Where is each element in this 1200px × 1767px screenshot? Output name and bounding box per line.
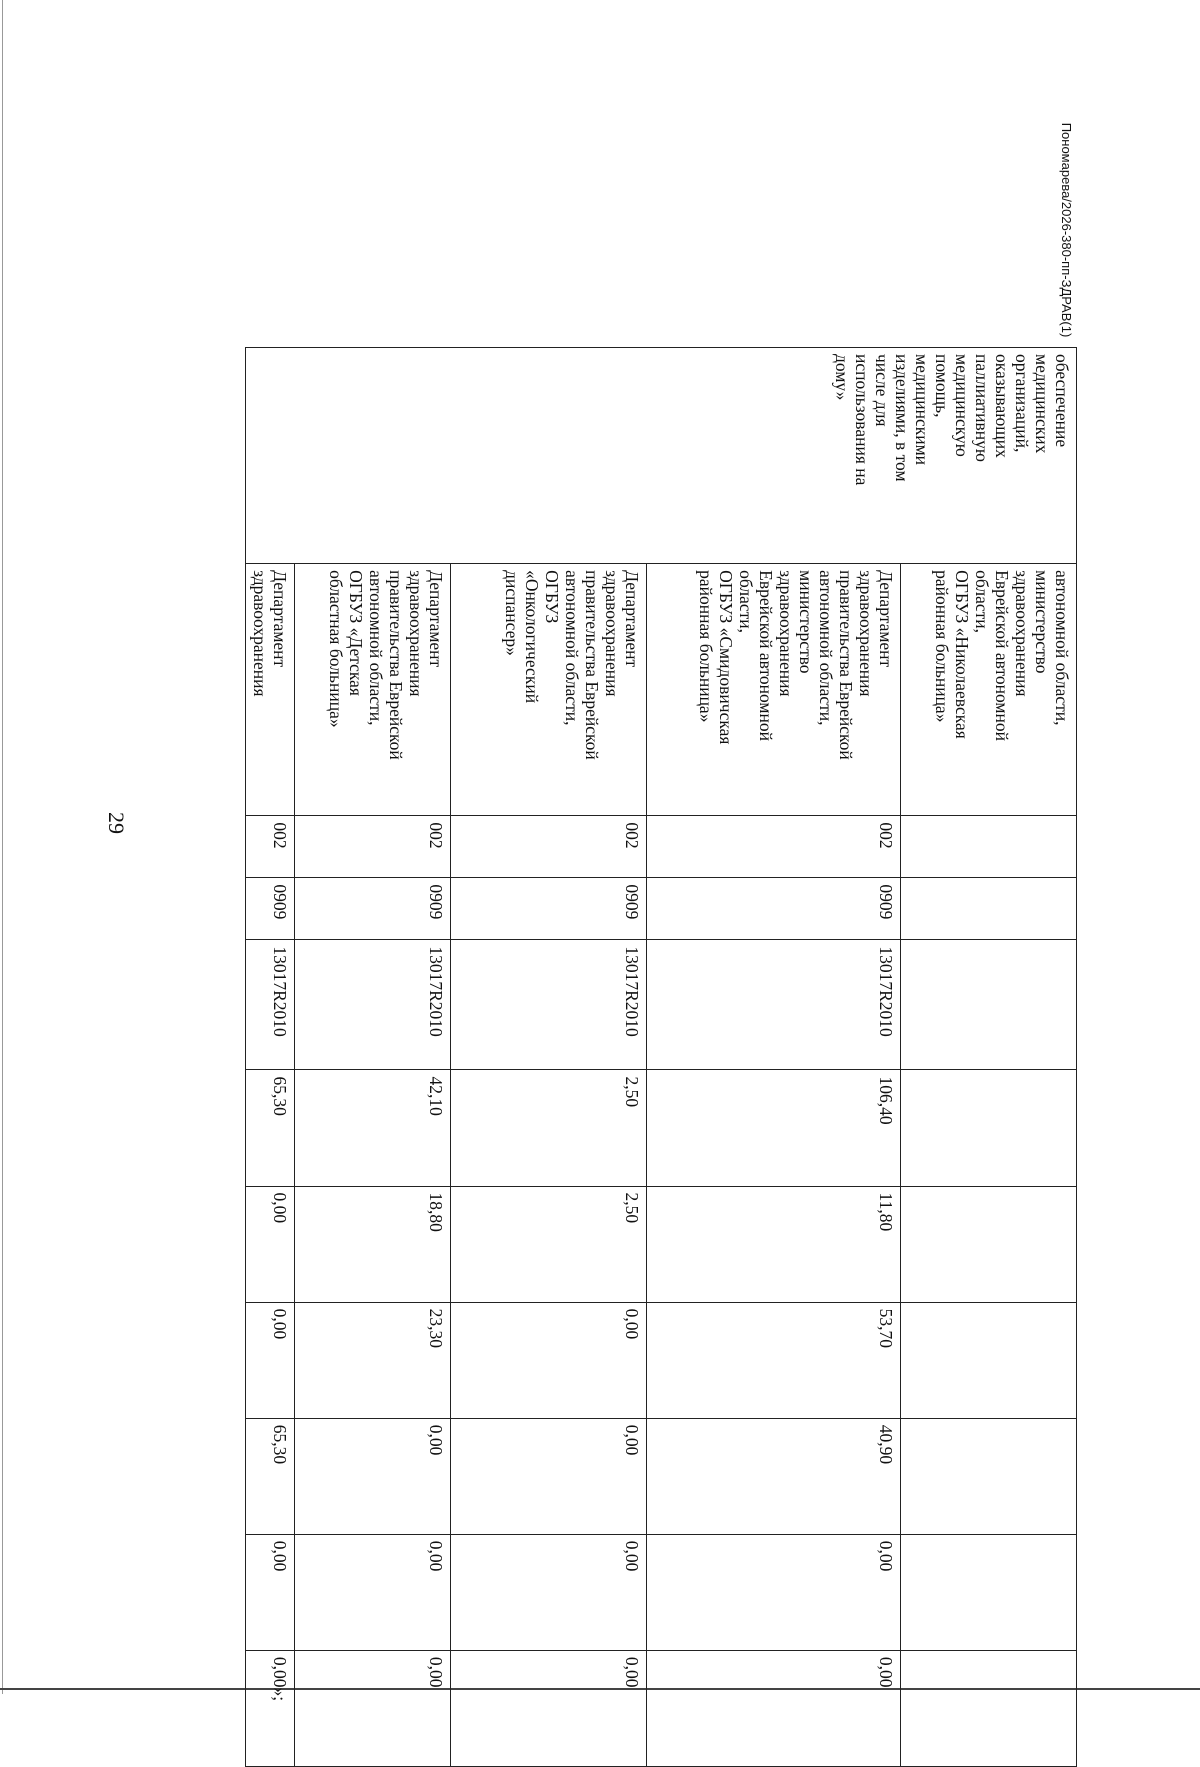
csr-cell: 13017R2010 <box>246 940 295 1070</box>
value-cell <box>901 1070 1077 1186</box>
value-cell: 0,00 <box>246 1186 295 1302</box>
value-cell: 0,00 <box>451 1650 647 1766</box>
rzpr-cell: 0909 <box>451 878 647 940</box>
page-number: 29 <box>104 812 129 834</box>
table-row-continuation <box>901 348 1077 1767</box>
grbs-cell: 002 <box>451 816 647 878</box>
budget-table-container <box>247 347 1077 1767</box>
grbs-cell <box>901 816 1077 878</box>
value-cell: 0,00 <box>451 1534 647 1650</box>
grbs-cell: 002 <box>295 816 451 878</box>
csr-cell: 13017R2010 <box>647 940 901 1070</box>
value-cell: 53,70 <box>647 1302 901 1418</box>
value-cell: 0,00 <box>295 1650 451 1766</box>
value-cell: 0,00 <box>647 1534 901 1650</box>
value-cell: 0,00 <box>451 1302 647 1418</box>
value-cell <box>901 1650 1077 1766</box>
value-cell: 40,90 <box>647 1418 901 1534</box>
value-cell: 0,00 <box>451 1418 647 1534</box>
value-cell: 0,00 <box>246 1302 295 1418</box>
value-cell: 2,50 <box>451 1070 647 1186</box>
executor-cell: Департамент здравоохранения правительства Еврейской автономной области, министерство здравоохранения Еврейской автономной области, ОГБУЗ «Смидовичская районная больница» <box>647 564 901 816</box>
value-cell: 11,80 <box>647 1186 901 1302</box>
value-cell: 65,30 <box>246 1418 295 1534</box>
value-cell: 23,30 <box>295 1302 451 1418</box>
value-cell: 65,30 <box>246 1070 295 1186</box>
executor-cell: Департамент здравоохранения правительства Еврейской автономной области, ОГБУЗ «Онкологический диспансер» <box>451 564 647 816</box>
scan-edge-left <box>2 0 3 1694</box>
value-cell <box>901 1186 1077 1302</box>
document-footer: Пономарева/2026-380-пп-ЗДРАВ(1) <box>1059 122 1074 338</box>
grbs-cell: 002 <box>246 816 295 878</box>
budget-table <box>245 347 1077 1767</box>
executor-cell: Департамент здравоохранения правительства Еврейской автономной области, ОГБУЗ «Детская областная больница» <box>295 564 451 816</box>
value-cell: 18,80 <box>295 1186 451 1302</box>
grbs-cell: 002 <box>647 816 901 878</box>
executor-cell: автономной области, министерство здравоохранения Еврейской автономной области, ОГБУЗ «Николаевская районная больница» <box>901 564 1077 816</box>
value-cell: 0,00 <box>647 1650 901 1766</box>
value-cell <box>901 1534 1077 1650</box>
value-cell: 0,00 <box>295 1418 451 1534</box>
value-cell: 0,00 <box>246 1534 295 1650</box>
rzpr-cell: 0909 <box>647 878 901 940</box>
csr-cell: 13017R2010 <box>295 940 451 1070</box>
value-cell <box>901 1418 1077 1534</box>
executor-cell: Департамент здравоохранения <box>246 564 295 816</box>
value-cell: 2,50 <box>451 1186 647 1302</box>
value-cell: 0,00»; <box>246 1650 295 1766</box>
value-cell: 0,00 <box>295 1534 451 1650</box>
csr-cell <box>901 940 1077 1070</box>
csr-cell: 13017R2010 <box>451 940 647 1070</box>
value-cell: 106,40 <box>647 1070 901 1186</box>
value-cell: 42,10 <box>295 1070 451 1186</box>
measure-description-cell: обеспечение медицинских организаций, оказывающих паллиативную медицинскую помощь, медицинскими изделиями, в том числе для использования на дому» <box>246 348 1077 564</box>
rzpr-cell <box>901 878 1077 940</box>
rzpr-cell: 0909 <box>295 878 451 940</box>
value-cell <box>901 1302 1077 1418</box>
rzpr-cell: 0909 <box>246 878 295 940</box>
